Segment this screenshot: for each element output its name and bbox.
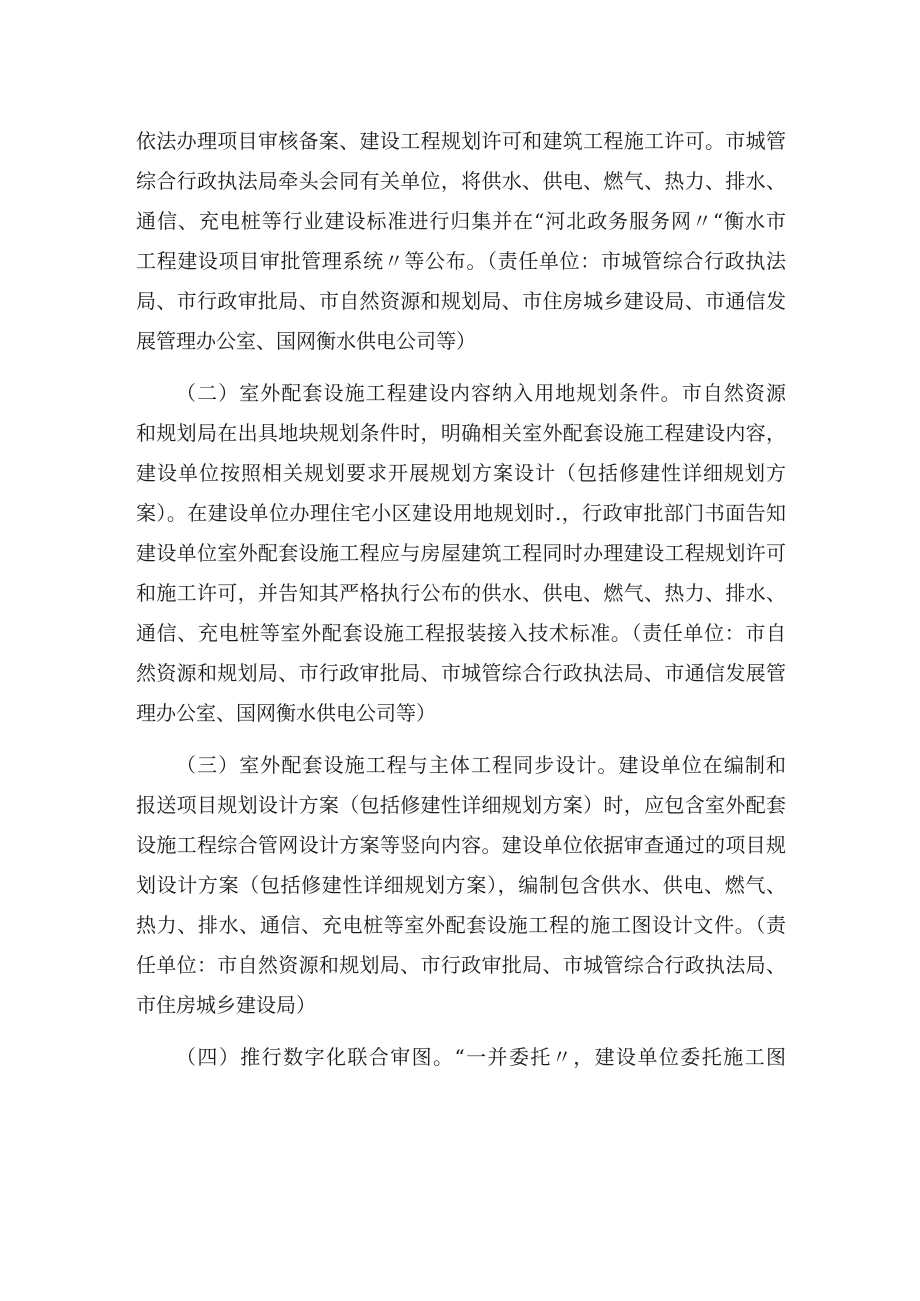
paragraph-4 <box>136 1037 786 1077</box>
text-line: 和规划局在出具地块规划条件时，明确相关室外配套设施工程建设内容， <box>136 421 786 445</box>
text-line: 划设计方案（包括修建性详细规划方案），编制包含供水、供电、燃气、 <box>136 873 786 897</box>
text-line: 综合行政执法局牵头会同有关单位，将供水、供电、燃气、热力、排水、 <box>136 169 786 193</box>
text-line: 市住房城乡建设局） <box>136 993 316 1017</box>
text-line: （二）室外配套设施工程建设内容纳入用地规划条件。市自然资源 <box>176 381 786 405</box>
document-body <box>136 121 786 1077</box>
text-line: 通信、充电桩等行业建设标准进行归集并在“河北政务服务网〃“衡水市 <box>136 209 786 233</box>
paragraph-2 <box>136 373 786 733</box>
text-line: 依法办理项目审核备案、建设工程规划许可和建筑工程施工许可。市城管 <box>136 129 786 153</box>
text-line: 局、市行政审批局、市自然资源和规划局、市住房城乡建设局、市通信发 <box>136 289 786 313</box>
text-line: 建设单位室外配套设施工程应与房屋建筑工程同时办理建设工程规划许可 <box>136 541 786 565</box>
text-line: 建设单位按照相关规划要求开展规划方案设计（包括修建性详细规划方 <box>136 461 786 485</box>
text-line: 通信、充电桩等室外配套设施工程报装接入技术标准。（责任单位：市自 <box>136 621 786 645</box>
text-line: （三）室外配套设施工程与主体工程同步设计。建设单位在编制和 <box>176 753 786 777</box>
text-line: （四）推行数字化联合审图。“一并委托〃，建设单位委托施工图 <box>176 1045 786 1069</box>
text-line: 和施工许可，并告知其严格执行公布的供水、供电、燃气、热力、排水、 <box>136 581 786 605</box>
paragraph-3 <box>136 745 786 1025</box>
text-line: 报送项目规划设计方案（包括修建性详细规划方案）时，应包含室外配套 <box>136 793 786 817</box>
text-line: 工程建设项目审批管理系统〃等公布。（责任单位：市城管综合行政执法 <box>136 249 786 273</box>
text-line: 任单位：市自然资源和规划局、市行政审批局、市城管综合行政执法局、 <box>136 953 786 977</box>
text-line: 然资源和规划局、市行政审批局、市城管综合行政执法局、市通信发展管 <box>136 661 786 685</box>
text-line: 理办公室、国网衡水供电公司等） <box>136 701 436 725</box>
text-line: 展管理办公室、国网衡水供电公司等） <box>136 329 476 353</box>
paragraph-1 <box>136 121 786 361</box>
text-line: 热力、排水、通信、充电桩等室外配套设施工程的施工图设计文件。（责 <box>136 913 786 937</box>
text-line: 设施工程综合管网设计方案等竖向内容。建设单位依据审查通过的项目规 <box>136 833 786 857</box>
text-line: 案）。在建设单位办理住宅小区建设用地规划时.，行政审批部门书面告知 <box>136 501 786 525</box>
